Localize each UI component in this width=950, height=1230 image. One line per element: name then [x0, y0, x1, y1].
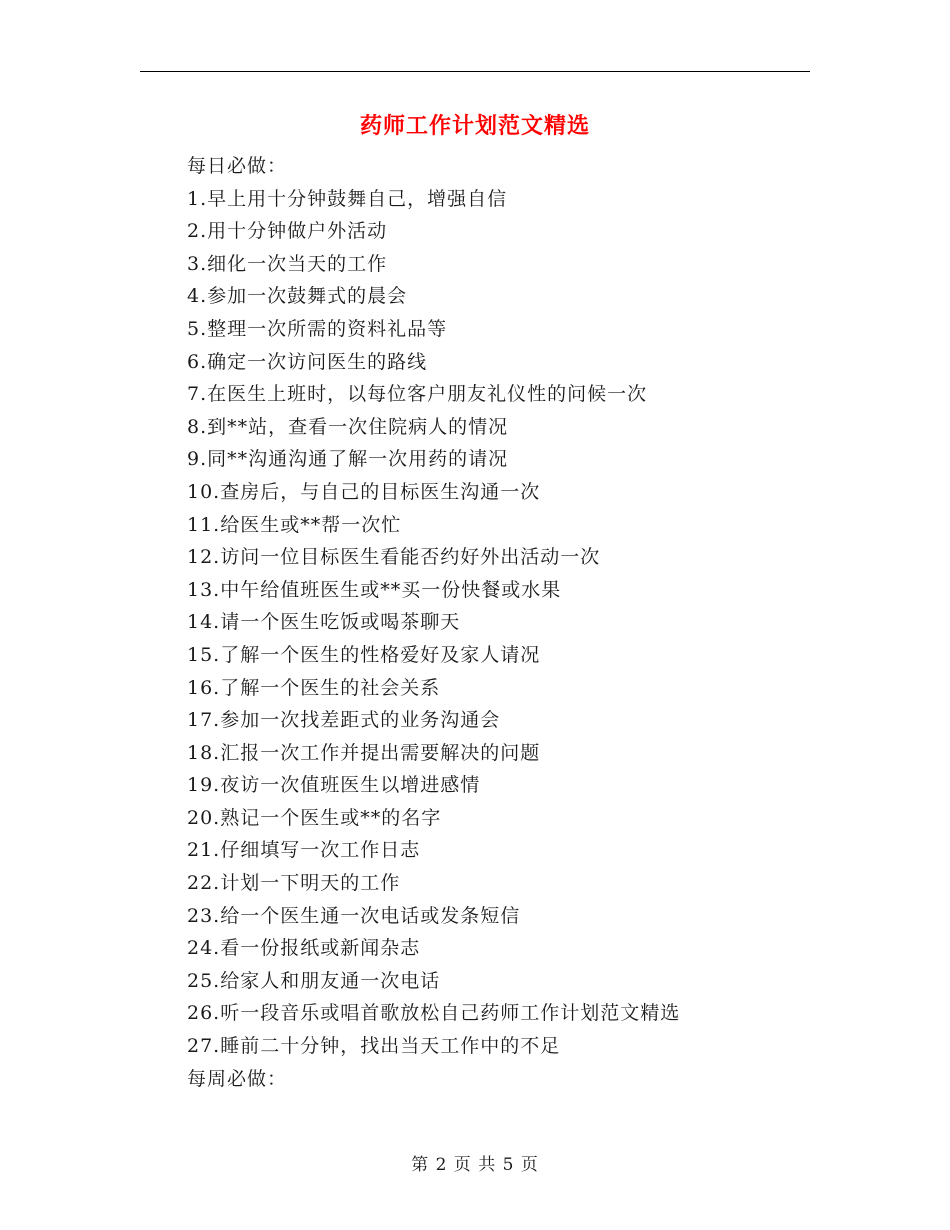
list-item: 25.给家人和朋友通一次电话: [187, 969, 441, 992]
list-item: 1.早上用十分钟鼓舞自己，增强自信: [187, 187, 508, 210]
list-item: 4.参加一次鼓舞式的晨会: [187, 285, 408, 308]
list-item: 7.在医生上班时，以每位客户朋友礼仪性的问候一次: [187, 383, 648, 406]
list-item: 9.同**沟通沟通了解一次用药的请况: [187, 448, 509, 471]
list-item: 13.中午给值班医生或**买一份快餐或水果: [187, 578, 562, 601]
list-item: 11.给医生或**帮一次忙: [187, 513, 402, 536]
list-item: 14.请一个医生吃饭或喝茶聊天: [187, 611, 461, 634]
list-item: 26.听一段音乐或唱首歌放松自己药师工作计划范文精选: [187, 1002, 681, 1025]
list-item: 2.用十分钟做户外活动: [187, 220, 388, 243]
list-item: 16.了解一个医生的社会关系: [187, 676, 441, 699]
list-item: 12.访问一位目标医生看能否约好外出活动一次: [187, 546, 601, 569]
list-item: 10.查房后，与自己的目标医生沟通一次: [187, 480, 541, 503]
list-item: 24.看一份报纸或新闻杂志: [187, 937, 421, 960]
list-item: 15.了解一个医生的性格爱好及家人请况: [187, 643, 541, 666]
list-item: 23.给一个医生通一次电话或发条短信: [187, 904, 521, 927]
list-item: 18.汇报一次工作并提出需要解决的问题: [187, 741, 541, 764]
page-footer: [0, 1153, 950, 1177]
section-heading-weekly: 每周必做：: [187, 1067, 288, 1090]
list-item: 27.睡前二十分钟，找出当天工作中的不足: [187, 1035, 561, 1058]
list-item: 19.夜访一次值班医生以增进感情: [187, 774, 481, 797]
page-number-label: 第 2 页 共 5 页: [411, 1155, 539, 1175]
list-item: 8.到**站，查看一次住院病人的情况: [187, 415, 509, 438]
list-item: 20.熟记一个医生或**的名字: [187, 806, 442, 829]
document-title: 药师工作计划范文精选: [359, 113, 590, 139]
list-item: 21.仔细填写一次工作日志: [187, 839, 421, 862]
list-item: 5.整理一次所需的资料礼品等: [187, 317, 448, 340]
list-item: 17.参加一次找差距式的业务沟通会: [187, 709, 501, 732]
list-item: 3.细化一次当天的工作: [187, 252, 388, 275]
list-item: 6.确定一次访问医生的路线: [187, 350, 428, 373]
document-body: [187, 150, 827, 1095]
list-item: 22.计划一下明天的工作: [187, 872, 401, 895]
header-rule: [140, 71, 810, 72]
section-heading-daily: 每日必做：: [187, 155, 288, 177]
